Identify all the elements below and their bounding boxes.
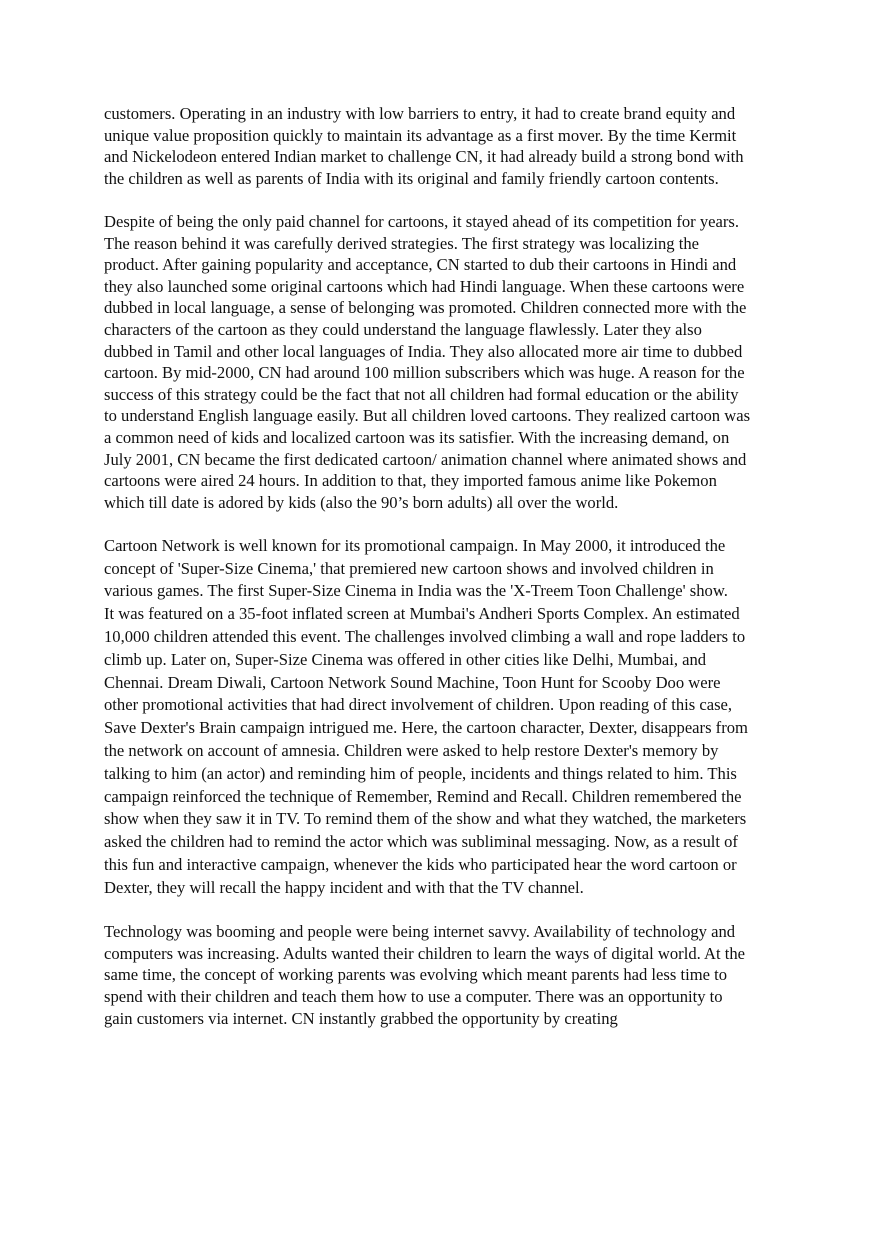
text-line: the network on account of amnesia. Children were asked to help restore Dexter's memory by [104,741,719,761]
text-line: climb up. Later on, Super-Size Cinema was offered in other cities like Delhi, Mumbai, and [104,649,707,669]
text-line: July 2001, CN became the first dedicated cartoon/ animation channel where animated shows and [104,449,747,469]
text-line: Technology was booming and people were being internet savvy. Availability of technology and [104,922,736,942]
text-line: various games. The first Super-Size Cinema in India was the 'X-Treem Toon Challenge' show. [104,581,728,601]
text-line: asked the children had to remind the actor which was subliminal messaging. Now, as a result of [104,832,738,852]
text-line: cartoons were aired 24 hours. In addition to that, they imported famous anime like Pokemon [104,471,717,491]
text-line: success of this strategy could be the fact that not all children had formal education or the ability [104,384,739,404]
text-line: Save Dexter's Brain campaign intrigued me. Here, the cartoon character, Dexter, disappears from [104,718,748,738]
document-body [104,103,780,1051]
text-line: they also launched some original cartoons which had Hindi language. When these cartoons were [104,276,745,296]
text-line: It was featured on a 35-foot inflated screen at Mumbai's Andheri Sports Complex. An estimated [104,604,740,624]
text-line: other promotional activities that had direct involvement of children. Upon reading of this case, [104,695,733,715]
text-line: talking to him (an actor) and reminding him of people, incidents and things related to him. This [104,763,737,783]
text-line: customers. Operating in an industry with low barriers to entry, it had to create brand equity and [104,104,736,123]
text-line: characters of the cartoon as they could understand the language flawlessly. Later they also [104,319,702,339]
text-line: Cartoon Network is well known for its promotional campaign. In May 2000, it introduced the [104,535,726,555]
paragraph-promotional-campaign [104,535,780,900]
text-line: show when they saw it in TV. To remind them of the show and what they watched, the marketers [104,809,747,829]
text-line: and Nickelodeon entered Indian market to challenge CN, it had already build a strong bond with [104,147,744,167]
text-line: spend with their children and teach them how to use a computer. There was an opportunity to [104,987,723,1006]
paragraph-localization [104,211,780,513]
text-line: The reason behind it was carefully derived strategies. The first strategy was localizing the [104,233,700,253]
paragraph-customers [104,103,780,189]
text-line: the children as well as parents of India with its original and family friendly cartoon contents. [104,168,719,188]
paragraph-technology [104,921,780,1029]
text-line: computers was increasing. Adults wanted their children to learn the ways of digital world. At the [104,943,746,963]
text-line: gain customers via internet. CN instantly grabbed the opportunity by creating [104,1008,618,1028]
text-line: dubbed in local language, a sense of belonging was promoted. Children connected more with the [104,298,747,318]
text-line: same time, the concept of working parents was evolving which meant parents had less time to [104,965,728,985]
text-line: which till date is adored by kids (also the 90’s born adults) all over the world. [104,492,619,512]
text-line: unique value proposition quickly to maintain its advantage as a first mover. By the time Kermit [104,125,737,145]
text-line: concept of 'Super-Size Cinema,' that premiered new cartoon shows and involved children in [104,558,714,578]
text-line: this fun and interactive campaign, whenever the kids who participated hear the word cartoon or [104,855,737,875]
text-line: cartoon. By mid-2000, CN had around 100 million subscribers which was huge. A reason for the [104,363,745,383]
text-line: 10,000 children attended this event. The challenges involved climbing a wall and rope ladders to [104,627,746,647]
text-line: a common need of kids and localized cartoon was its satisfier. With the increasing demand, on [104,427,730,447]
text-line: dubbed in Tamil and other local languages of India. They also allocated more air time to dubbed [104,341,743,361]
text-line: campaign reinforced the technique of Remember, Remind and Recall. Children remembered the [104,786,742,806]
text-line: Despite of being the only paid channel for cartoons, it stayed ahead of its competition for years. [104,211,739,231]
text-line: product. After gaining popularity and acceptance, CN started to dub their cartoons in Hindi and [104,255,737,275]
text-line: Dexter, they will recall the happy incident and with that the TV channel. [104,877,584,897]
text-line: Chennai. Dream Diwali, Cartoon Network Sound Machine, Toon Hunt for Scooby Doo were [104,672,721,692]
text-line: to understand English language easily. But all children loved cartoons. They realized cartoon was [104,406,751,426]
